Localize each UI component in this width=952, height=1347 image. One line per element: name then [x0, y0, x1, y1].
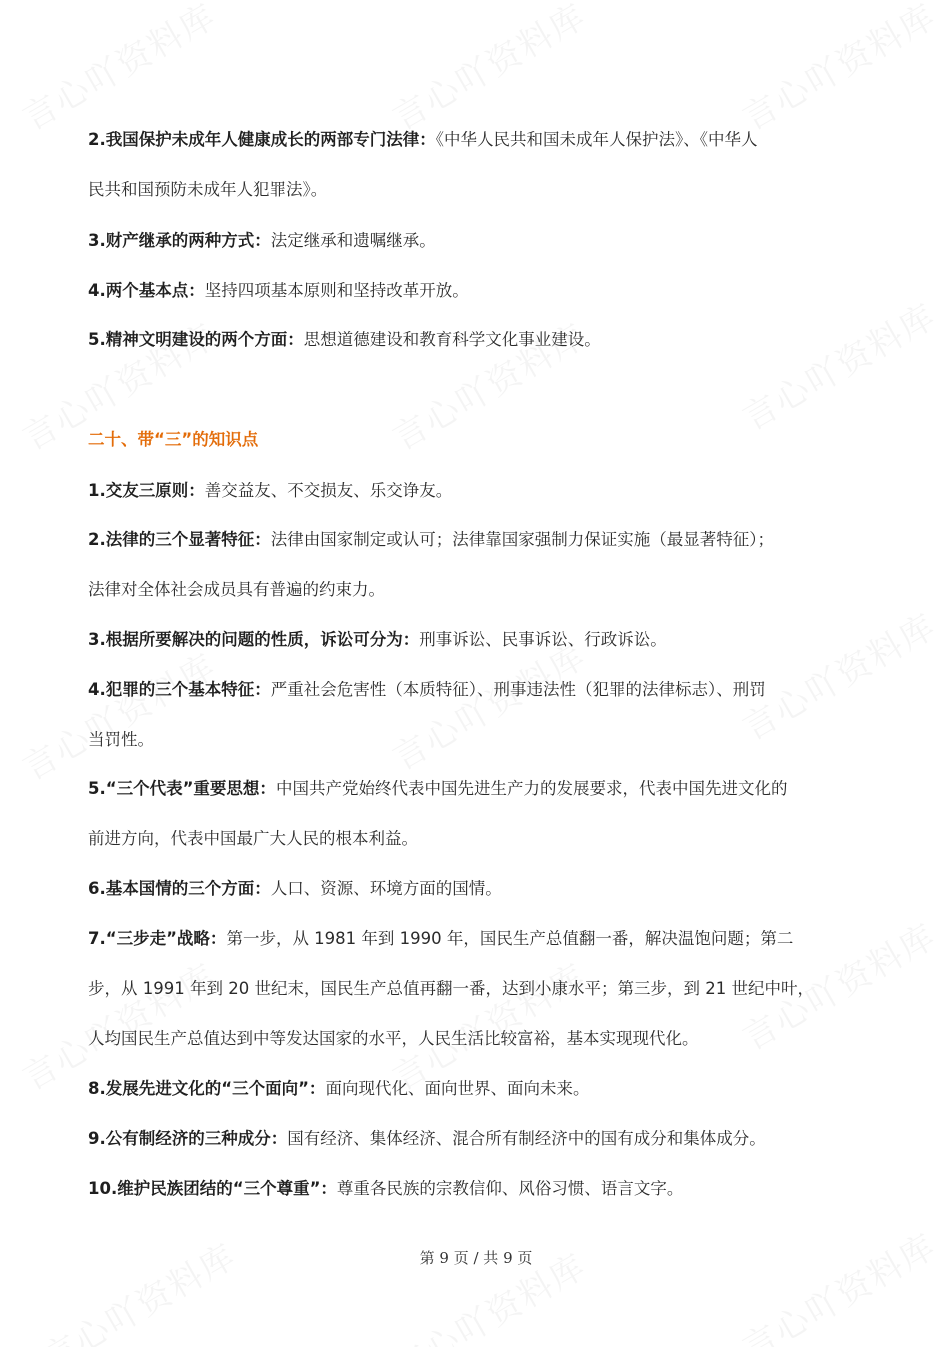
- list-item: 人均国民生产总值达到中等发达国家的水平，人民生活比较富裕，基本实现现代化。: [88, 1029, 699, 1048]
- watermark: [732, 0, 944, 140]
- list-item: 6.基本国情的三个方面：人口、资源、环境方面的国情。: [88, 879, 502, 898]
- list-item: 10.维护民族团结的“三个尊重”：尊重各民族的宗教信仰、风俗习惯、语言文字。: [88, 1179, 684, 1198]
- list-item: 2.法律的三个显著特征：法律由国家制定或认可；法律靠国家强制力保证实施（最显著特征）；: [88, 530, 774, 549]
- list-item: 1.交友三原则：善交益友、不交损友、乐交诤友。: [88, 481, 453, 500]
- list-item: 3.财产继承的两种方式：法定继承和遗嘱继承。: [88, 231, 436, 250]
- list-item: 4.犯罪的三个基本特征：严重社会危害性（本质特征）、刑事违法性（犯罪的法律标志）、刑罚: [88, 680, 766, 699]
- list-item: 7.“三步走”战略：第一步，从 1981 年到 1990 年，国民生产总值翻一番，解决温饱问题；第二: [88, 929, 794, 948]
- list-item: 3.根据所要解决的问题的性质，诉讼可分为：刑事诉讼、民事诉讼、行政诉讼。: [88, 630, 667, 649]
- watermark: [732, 1219, 944, 1347]
- watermark: [382, 629, 594, 779]
- list-item: 8.发展先进文化的“三个面向”：面向现代化、面向世界、面向未来。: [88, 1079, 590, 1098]
- list-item: 当罚性。: [88, 730, 154, 749]
- watermark: [732, 599, 944, 749]
- list-item: 2.我国保护未成年人健康成长的两部专门法律：《中华人民共和国未成年人保护法》、《中华人: [88, 130, 758, 149]
- list-item: 5.精神文明建设的两个方面：思想道德建设和教育科学文化事业建设。: [88, 330, 601, 349]
- watermark: [12, 639, 224, 789]
- watermark: [382, 0, 594, 140]
- list-item: 9.公有制经济的三种成分：国有经济、集体经济、混合所有制经济中的国有成分和集体成分。: [88, 1129, 766, 1148]
- list-item: 前进方向，代表中国最广大人民的根本利益。: [88, 829, 418, 848]
- watermark: [12, 0, 224, 140]
- list-item: 步，从 1991 年到 20 世纪末，国民生产总值再翻一番，达到小康水平；第三步，到 21 世纪中叶，: [88, 979, 814, 998]
- list-item: 5.“三个代表”重要思想：中国共产党始终代表中国先进生产力的发展要求，代表中国先进文化的: [88, 779, 788, 798]
- list-item: 民共和国预防未成年人犯罪法》。: [88, 180, 328, 199]
- list-item: 法律对全体社会成员具有普遍的约束力。: [88, 580, 385, 599]
- watermark: [732, 289, 944, 439]
- section-heading: 二十、带“三”的知识点: [88, 430, 259, 449]
- page-number-footer: 第 9 页 / 共 9 页: [419, 1249, 533, 1267]
- list-item: 4.两个基本点：坚持四项基本原则和坚持改革开放。: [88, 281, 469, 300]
